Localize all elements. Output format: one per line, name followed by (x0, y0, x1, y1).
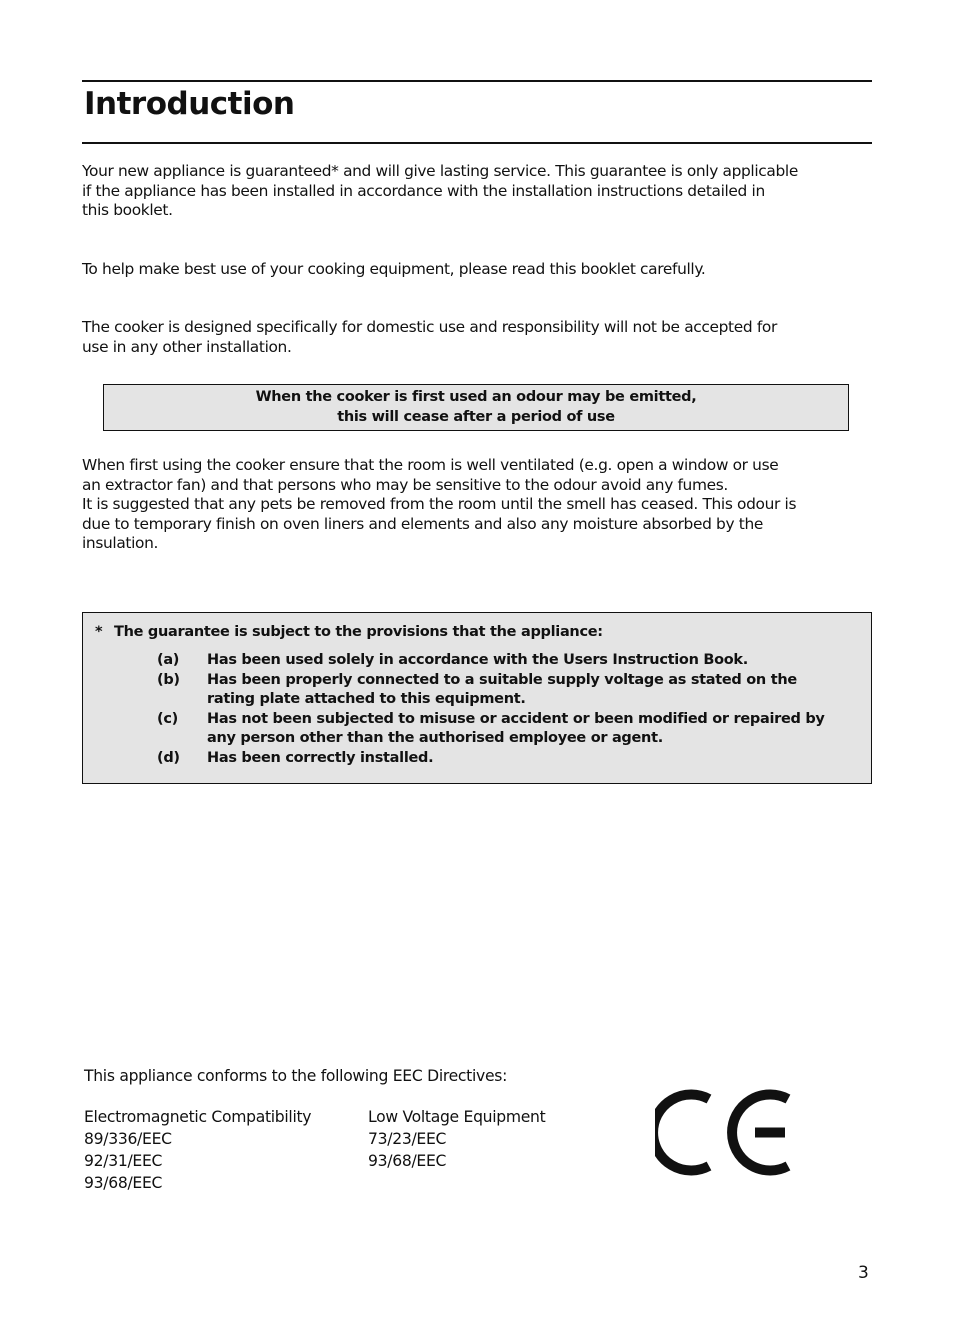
title-rule-top (82, 80, 872, 82)
domestic-use-paragraph-line: use in any other installation. (82, 337, 292, 356)
emc-directives-column (84, 1106, 311, 1194)
provision-letter: (c) (157, 710, 178, 727)
provision-text (207, 651, 857, 671)
directives-intro: This appliance conforms to the following EEC Directives: (84, 1067, 508, 1085)
domestic-use-paragraph-line: The cooker is designed specifically for domestic use and responsibility will not be accepted for (82, 318, 777, 336)
guarantee-intro-text: The guarantee is subject to the provisions that the appliance: (114, 624, 603, 640)
provision-text (207, 710, 857, 749)
provision-letter: (d) (157, 749, 180, 766)
ventilation-paragraph-line: It is suggested that any pets be removed from the room until the smell has ceased. This odour is (82, 495, 797, 514)
provision-text (207, 749, 857, 769)
provision-text-line: Has been used solely in accordance with the Users Instruction Book. (207, 652, 748, 668)
guarantee-paragraph-line: Your new appliance is guaranteed* and will give lasting service. This guarantee is only applicable (82, 162, 798, 180)
provision-letter: (a) (157, 652, 180, 668)
directive-code: 92/31/EEC (84, 1152, 163, 1170)
provision-text-line: rating plate attached to this equipment. (207, 691, 526, 708)
directive-code: 93/68/EEC (368, 1152, 447, 1170)
provision-text-line: Has been correctly installed. (207, 749, 434, 766)
page-number: 3 (858, 1263, 869, 1283)
provisions-list (157, 651, 857, 769)
guarantee-paragraph-line: if the appliance has been installed in accordance with the installation instructions detailed in (82, 181, 765, 200)
directive-code: 93/68/EEC (84, 1174, 163, 1192)
guarantee-paragraph-line: this booklet. (82, 201, 173, 220)
ventilation-paragraph-line: due to temporary finish on oven liners and elements and also any moisture absorbed by the (82, 514, 763, 533)
guarantee-paragraph (82, 162, 874, 221)
low-voltage-heading: Low Voltage Equipment (368, 1108, 546, 1126)
domestic-use-paragraph (82, 318, 874, 357)
odour-notice-line: When the cooker is first used an odour may be emitted, (255, 389, 697, 405)
provision-text (207, 671, 857, 710)
provision-item (157, 671, 857, 710)
ventilation-paragraph-line: an extractor fan) and that persons who may be sensitive to the odour avoid any fumes. (82, 475, 728, 494)
ce-mark-icon (655, 1085, 795, 1180)
emc-heading: Electromagnetic Compatibility (84, 1108, 312, 1126)
title-rule-bottom (82, 142, 872, 144)
asterisk-marker: * (95, 624, 103, 640)
odour-notice-line: this will cease after a period of use (337, 408, 615, 425)
low-voltage-directives-column (368, 1106, 545, 1172)
guarantee-conditions-box (82, 612, 872, 784)
ventilation-paragraph (82, 456, 874, 554)
ventilation-paragraph-line: insulation. (82, 534, 159, 553)
provision-text-line: Has not been subjected to misuse or accident or been modified or repaired by (207, 710, 825, 727)
guarantee-intro (95, 623, 603, 643)
provision-text-line: Has been properly connected to a suitable supply voltage as stated on the (207, 671, 797, 688)
odour-notice-box (103, 384, 849, 431)
provision-letter: (b) (157, 671, 180, 688)
page-title: Introduction (84, 86, 295, 122)
provision-item (157, 749, 857, 769)
ventilation-paragraph-line: When first using the cooker ensure that the room is well ventilated (e.g. open a window or use (82, 456, 779, 474)
provision-text-line: any person other than the authorised employee or agent. (207, 730, 663, 747)
directive-code: 89/336/EEC (84, 1130, 172, 1148)
provision-item (157, 651, 857, 671)
read-booklet-paragraph: To help make best use of your cooking equipment, please read this booklet carefully. (82, 260, 706, 278)
provision-item (157, 710, 857, 749)
directive-code: 73/23/EEC (368, 1130, 447, 1148)
